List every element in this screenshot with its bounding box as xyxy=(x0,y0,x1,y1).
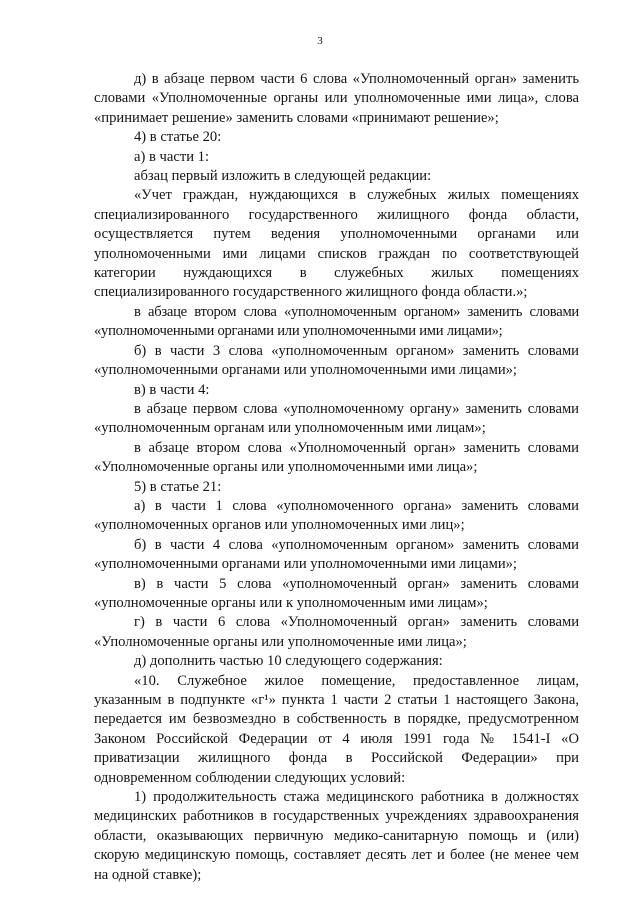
paragraph-second-abzac-amendment: в абзаце втором слова «уполномоченным органом» заменить словами «уполномоченными органами или уполномоченными ими лицами»; xyxy=(94,303,579,340)
paragraph-add-part10: д) дополнить частью 10 следующего содержания: xyxy=(134,653,443,670)
page-number: 3 xyxy=(317,35,323,47)
paragraph-condition-1: 1) продолжительность стажа медицинского работника в должностях медицинских работников в государственных учреждениях здравоохранения области, оказывающих первичную медико-санитарную помощь и (или) скорую медицинскую помощь, составляет десять лет и более (не менее чем на одной ставке); xyxy=(94,789,579,883)
paragraph-first-abzac-new-wording: абзац первый изложить в следующей редакции: xyxy=(134,168,432,185)
paragraph-article20-heading: 4) в статье 20: xyxy=(134,129,222,146)
paragraph-quoted-new-wording: «Учет граждан, нуждающихся в служебных жилых помещениях специализированного государственного жилищного фонда области, осуществляется путем ведения уполномоченными органами или уполномоченными ими лицами списков граждан по соответствующей категории нуждающихся в служебных жилых помещениях специализированного государственного жилищного фонда области.»; xyxy=(94,187,579,301)
paragraph-article21-heading: 5) в статье 21: xyxy=(134,478,222,495)
paragraph-part4-second-abzac: в абзаце втором слова «Уполномоченный орган» заменить словами «Уполномоченные органы или уполномоченными ими лица»; xyxy=(94,439,579,476)
paragraph-part3-amendment: б) в части 3 слова «уполномоченным органом» заменить словами «уполномоченными органами или уполномоченными ими лицами»; xyxy=(94,342,579,379)
document-body xyxy=(94,70,579,885)
paragraph-article20-part1: а) в части 1: xyxy=(134,148,210,165)
paragraph-article21-part6: г) в части 6 слова «Уполномоченный орган» заменить словами «Уполномоченные органы или уполномоченные ими лица»; xyxy=(94,614,579,650)
paragraph-part4-first-abzac: в абзаце первом слова «уполномоченному органу» заменить словами «уполномоченным органам или уполномоченным ими лицам»; xyxy=(94,400,579,437)
paragraph-article21-part4: б) в части 4 слова «уполномоченным органом» заменить словами «уполномоченными органами или уполномоченными ими лицами»; xyxy=(94,536,579,573)
paragraph-part6-amendment: д) в абзаце первом части 6 слова «Уполномоченный орган» заменить словами «Уполномоченные органы или уполномоченные ими лица», слова «принимает решение» заменить словами «принимают решение»; xyxy=(94,71,579,126)
paragraph-article21-part5: в) в части 5 слова «уполномоченный орган» заменить словами «уполномоченные органы или к уполномоченным ими лицам»; xyxy=(94,575,579,611)
paragraph-article21-part1: а) в части 1 слова «уполномоченного органа» заменить словами «уполномоченных органов или уполномоченных ими лиц»; xyxy=(94,497,579,534)
paragraph-part10-text: «10. Служебное жилое помещение, предоставленное лицам, указанным в подпункте «г¹» пункта 1 части 2 статьи 1 настоящего Закона, передается им безвозмездно в собственность в порядке, предусмотренном Законом Российской Федерации от 4 июля 1991 года № 1541-I «О приватизации жилищного фонда в Российской Федерации» при одновременном соблюдении следующих условий: xyxy=(94,672,579,786)
paragraph-part4-heading: в) в части 4: xyxy=(134,381,210,398)
